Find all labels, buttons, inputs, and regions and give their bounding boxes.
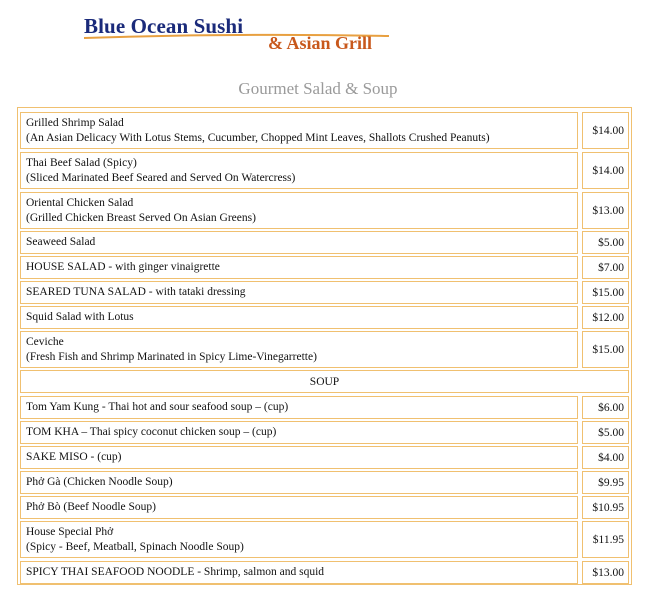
- item-description: (An Asian Delicacy With Lotus Stems, Cucumber, Chopped Mint Leaves, Shallots Crushed Peanuts): [26, 132, 490, 144]
- menu-row: [20, 396, 629, 419]
- menu-row: [20, 331, 629, 368]
- item-name: HOUSE SALAD - with ginger vinaigrette: [20, 256, 578, 279]
- item-name: Squid Salad with Lotus: [20, 306, 578, 329]
- menu-row: [20, 281, 629, 304]
- restaurant-logo: [84, 14, 404, 60]
- menu-row: [20, 192, 629, 229]
- item-price: $15.00: [582, 331, 629, 368]
- item-price: $5.00: [582, 421, 629, 444]
- menu-row: [20, 446, 629, 469]
- item-name: Oriental Chicken Salad: [26, 197, 134, 209]
- menu-row: [20, 421, 629, 444]
- section-title: Gourmet Salad & Soup: [238, 79, 398, 98]
- item-name: Thai Beef Salad (Spicy): [26, 157, 137, 169]
- item-price: $5.00: [582, 231, 629, 254]
- menu-row: [20, 112, 629, 149]
- item-price: $14.00: [582, 152, 629, 189]
- item-name-cell: [20, 331, 578, 368]
- restaurant-name: Blue Ocean Sushi: [84, 14, 244, 38]
- item-price: $6.00: [582, 396, 629, 419]
- item-price: $11.95: [582, 521, 629, 558]
- menu-row: [20, 561, 629, 584]
- menu-row: [20, 256, 629, 279]
- menu-row: [20, 231, 629, 254]
- menu-row: [20, 471, 629, 494]
- item-name: Tom Yam Kung - Thai hot and sour seafood soup – (cup): [20, 396, 578, 419]
- item-name: SAKE MISO - (cup): [20, 446, 578, 469]
- item-name: Ceviche: [26, 336, 64, 348]
- item-description: (Sliced Marinated Beef Seared and Served On Watercress): [26, 172, 296, 184]
- item-name: SEARED TUNA SALAD - with tataki dressing: [20, 281, 578, 304]
- item-name: House Special Phở: [26, 526, 114, 538]
- item-name-cell: [20, 112, 578, 149]
- item-name: Grilled Shrimp Salad: [26, 117, 124, 129]
- item-price: $4.00: [582, 446, 629, 469]
- item-name: Phở Gà (Chicken Noodle Soup): [20, 471, 578, 494]
- item-price: $12.00: [582, 306, 629, 329]
- item-name-cell: [20, 521, 578, 558]
- restaurant-subtitle: & Asian Grill: [268, 33, 373, 53]
- item-description: (Grilled Chicken Breast Served On Asian Greens): [26, 212, 256, 224]
- menu-row: [20, 496, 629, 519]
- menu-row: [20, 306, 629, 329]
- menu-row: [20, 152, 629, 189]
- item-price: $14.00: [582, 112, 629, 149]
- item-description: (Fresh Fish and Shrimp Marinated in Spicy Lime-Vinegarrette): [26, 351, 317, 363]
- item-name: Seaweed Salad: [20, 231, 578, 254]
- item-price: $15.00: [582, 281, 629, 304]
- item-name-cell: [20, 192, 578, 229]
- item-name: Phở Bò (Beef Noodle Soup): [20, 496, 578, 519]
- item-price: $13.00: [582, 192, 629, 229]
- menu-row: [20, 521, 629, 558]
- item-price: $9.95: [582, 471, 629, 494]
- item-name: TOM KHA – Thai spicy coconut chicken soup – (cup): [20, 421, 578, 444]
- item-price: $13.00: [582, 561, 629, 584]
- soup-section-header: SOUP: [20, 370, 629, 393]
- item-price: $7.00: [582, 256, 629, 279]
- item-name-cell: [20, 152, 578, 189]
- item-description: (Spicy - Beef, Meatball, Spinach Noodle Soup): [26, 541, 244, 553]
- item-name: SPICY THAI SEAFOOD NOODLE - Shrimp, salmon and squid: [20, 561, 578, 584]
- item-price: $10.95: [582, 496, 629, 519]
